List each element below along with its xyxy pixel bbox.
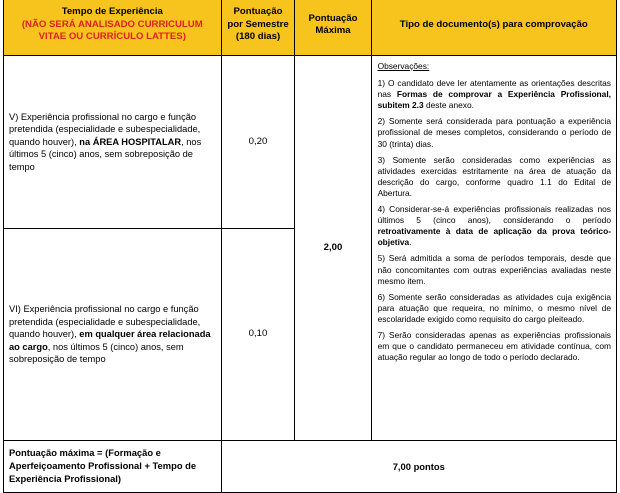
observations-title: Observações: — [377, 61, 430, 71]
experience-score-table — [3, 0, 617, 493]
criterion-text: V) Experiência profissional no cargo e função pretendida (especialidade e subespecialidade, quando houver), — [9, 111, 201, 147]
criterion-highlight: na ÁREA HOSPITALAR — [79, 136, 182, 147]
points-v: 0,20 — [221, 56, 295, 229]
header-points-per-semester: Pontuação por Semestre (180 dias) — [221, 0, 295, 56]
max-points-number: 2,00 — [323, 241, 343, 253]
criterion-text: VI) Experiência profissional no cargo e função pretendida (especialidade e subespecialidade, quando houver), — [9, 304, 201, 340]
criterion-highlight: em qualquer área relacionada ao cargo — [9, 329, 211, 352]
observation-3: 3) Somente serão consideradas como experiências as atividades exercidas estritamente na área de atuação da descrição do cargo, conforme quadro 1.1 do Edital de Abertura. — [377, 154, 611, 198]
max-points-value — [295, 56, 371, 441]
footer-row — [4, 441, 617, 493]
criterion-text: , nos últimos 5 (cinco) anos, sem sobreposição de tempo — [9, 136, 202, 172]
observations-cell — [371, 56, 616, 441]
observation-4 — [378, 204, 611, 248]
criterion-v — [4, 56, 222, 229]
points-vi: 0,10 — [221, 229, 295, 441]
observation-text: 1) O candidato deve ler atentamente as orientações descritas nas — [377, 78, 611, 100]
footer-label: Pontuação máxima = (Formação e Aperfeiçoamento Profissional + Tempo de Experiência Profissional) — [9, 447, 197, 484]
table-row — [4, 56, 617, 229]
observation-7: 7) Serão consideradas apenas as experiências profissionais em que o candidato permaneceu em atividade contínua, com atuação regular ao longo de todo o período declarado. — [377, 329, 611, 363]
observation-5: 5) Será admitida a soma de períodos temporais, desde que não concomitantes com outras experiências avaliadas neste mesmo item. — [377, 253, 611, 286]
criterion-vi — [4, 229, 222, 441]
footer-label-cell — [4, 441, 222, 493]
header-experience-title: Tempo de Experiência — [61, 6, 163, 18]
header-document-type: Tipo de documento(s) para comprovação — [371, 0, 616, 56]
observation-text: 4) Considerar-se-á experiências profissionais realizadas nos últimos 5 (cinco anos), considerando o período — [377, 204, 611, 226]
header-experience-time — [4, 0, 222, 56]
footer-value-cell — [221, 441, 616, 493]
observation-bold: retroativamente à data de aplicação da prova teórico-objetiva — [377, 226, 611, 248]
observation-6: 6) Somente serão consideradas as atividades cuja exigência para atuação que requeira, no mínimo, o mesmo nível de escolaridade exigido como requisito do cargo pleiteado. — [377, 291, 611, 324]
header-experience-note: (NÃO SERÁ ANALISADO CURRICULUM VITAE OU CURRÍCULO LATTES) — [21, 18, 203, 43]
observation-bold: Formas de comprovar a Experiência Profissional, subitem 2.3 — [377, 89, 611, 111]
observation-1 — [378, 78, 611, 111]
observation-text: deste anexo. — [423, 100, 474, 111]
footer-value: 7,00 pontos — [392, 461, 445, 472]
observation-2: 2) Somente será considerada para pontuação a experiência profissional de meses completos, considerando o período de 30 (trinta) dias. — [377, 116, 611, 149]
criterion-text: , nos últimos 5 (cinco) anos, sem sobreposição de tempo — [9, 341, 184, 365]
header-max-points: Pontuação Máxima — [295, 0, 371, 56]
observation-text: . — [409, 237, 412, 248]
table-header-row — [4, 0, 617, 56]
